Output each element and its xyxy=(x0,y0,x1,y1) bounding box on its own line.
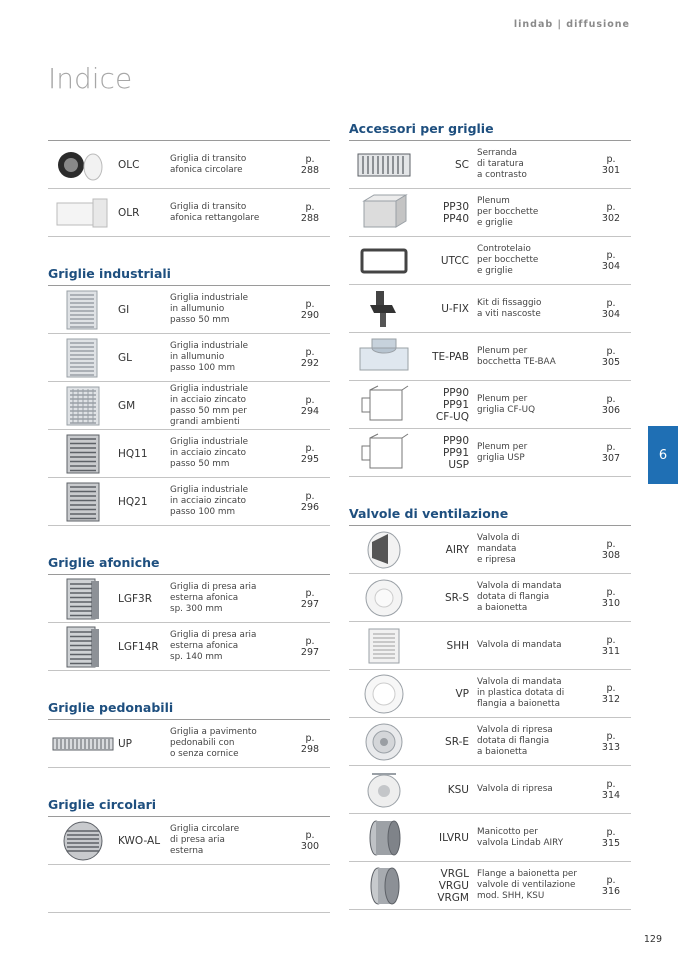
product-description xyxy=(477,442,591,464)
right-column xyxy=(349,118,631,910)
page-prefix: p. xyxy=(606,249,616,261)
page-value: 314 xyxy=(601,789,621,801)
page-reference[interactable] xyxy=(290,733,330,755)
product-code: AIRY xyxy=(445,543,469,556)
index-row[interactable] xyxy=(349,189,631,237)
mesh-grille-icon xyxy=(48,382,118,429)
description-line: di taratura xyxy=(477,159,524,169)
page-reference[interactable] xyxy=(290,636,330,658)
plastic-valve-icon xyxy=(349,670,419,717)
description-line: Griglia di presa aria xyxy=(170,630,257,640)
description-line: e ripresa xyxy=(477,555,516,565)
round-mesh-grille-icon xyxy=(48,817,118,864)
page-value: 316 xyxy=(601,885,621,897)
rectangular-grille-icon xyxy=(48,189,118,236)
product-description xyxy=(477,244,591,277)
plenum-box-icon xyxy=(349,189,419,236)
product-description xyxy=(477,869,591,902)
description-line: in allumunio xyxy=(170,352,225,362)
index-row[interactable] xyxy=(349,622,631,670)
description-line: a baionetta xyxy=(477,603,528,613)
product-code: GL xyxy=(118,351,132,364)
page-prefix: p. xyxy=(606,345,616,357)
product-description xyxy=(170,341,290,374)
index-row[interactable] xyxy=(48,334,330,382)
page-prefix: p. xyxy=(305,346,315,358)
section-list xyxy=(349,140,631,477)
product-code: HQ11 xyxy=(118,447,148,460)
page-prefix: p. xyxy=(305,490,315,502)
product-code: HQ21 xyxy=(118,495,148,508)
product-description xyxy=(170,437,290,470)
description-line: bocchetta TE-BAA xyxy=(477,356,556,367)
product-code: OLR xyxy=(118,206,140,219)
description-line: Plenum per xyxy=(477,441,528,452)
page-reference[interactable] xyxy=(591,587,631,609)
page-reference[interactable] xyxy=(290,395,330,417)
page-prefix: p. xyxy=(606,826,616,838)
product-description xyxy=(477,677,591,710)
description-line: e griglie xyxy=(477,218,513,228)
product-description xyxy=(170,154,290,176)
page-reference[interactable] xyxy=(591,779,631,801)
product-code: VP xyxy=(455,687,469,700)
product-code: PP90 PP91 USP xyxy=(442,434,469,471)
acoustic-grille-icon xyxy=(48,623,118,670)
product-code: SR-S xyxy=(445,591,469,604)
page-prefix: p. xyxy=(606,874,616,886)
description-line: Plenum per xyxy=(477,393,528,404)
description-line: flangia a baionetta xyxy=(477,699,560,709)
empty-slot xyxy=(48,865,118,912)
description-line: Valvola di mandata xyxy=(477,581,562,591)
product-description xyxy=(477,533,591,566)
page-value: 288 xyxy=(300,212,320,224)
index-row[interactable] xyxy=(48,286,330,334)
product-description xyxy=(170,485,290,518)
description-line: Plenum xyxy=(477,196,510,206)
product-code: KWO-AL xyxy=(118,834,161,847)
page-prefix: p. xyxy=(606,393,616,405)
product-description xyxy=(477,394,591,416)
page-reference[interactable] xyxy=(591,683,631,705)
description-line: esterna afonica xyxy=(170,641,239,651)
description-line: Griglia di transito xyxy=(170,153,247,164)
page-value: 306 xyxy=(601,404,621,416)
product-code: LGF3R xyxy=(118,592,153,605)
description-line: valvola Lindab AIRY xyxy=(477,837,564,848)
page-prefix: p. xyxy=(606,538,616,550)
page-value: 296 xyxy=(300,501,320,513)
damper-icon xyxy=(349,141,419,188)
product-description xyxy=(477,581,591,614)
page-value: 311 xyxy=(601,645,621,657)
louver-grille-icon xyxy=(48,286,118,333)
page-reference[interactable] xyxy=(591,442,631,464)
description-line: in plastica dotata di xyxy=(477,688,565,698)
page-prefix: p. xyxy=(606,153,616,165)
page-value: 290 xyxy=(300,309,320,321)
page-reference[interactable] xyxy=(591,394,631,416)
extract-valve-icon xyxy=(349,718,419,765)
description-line: in acciaio zincato xyxy=(170,448,247,458)
description-line: afonica rettangolare xyxy=(170,212,260,223)
description-line: pedonabili con xyxy=(170,738,235,748)
description-line: Griglia di transito xyxy=(170,201,247,212)
description-line: Griglia industriale xyxy=(170,485,249,495)
page-prefix: p. xyxy=(606,682,616,694)
page-prefix: p. xyxy=(606,778,616,790)
page-reference[interactable] xyxy=(591,250,631,272)
product-description xyxy=(170,384,290,428)
description-line: passo 100 mm xyxy=(170,507,236,517)
description-line: di presa aria xyxy=(170,835,225,845)
product-description xyxy=(477,827,591,849)
index-row[interactable] xyxy=(349,141,631,189)
page-prefix: p. xyxy=(305,587,315,599)
description-line: Valvola di ripresa xyxy=(477,784,553,794)
product-code: GM xyxy=(118,399,136,412)
index-row[interactable] xyxy=(48,189,330,237)
product-code: PP90 PP91 CF-UQ xyxy=(435,386,469,423)
index-row[interactable] xyxy=(349,574,631,622)
product-description xyxy=(477,725,591,758)
fixing-kit-icon xyxy=(349,285,419,332)
description-line: passo 100 mm xyxy=(170,363,236,373)
product-code: GI xyxy=(118,303,130,316)
page-prefix: p. xyxy=(305,635,315,647)
index-row[interactable] xyxy=(48,382,330,430)
index-row[interactable] xyxy=(48,478,330,526)
page-reference[interactable] xyxy=(290,299,330,321)
page-value: 310 xyxy=(601,597,621,609)
product-code: SHH xyxy=(446,639,469,652)
product-code: TE-PAB xyxy=(432,350,469,363)
product-description xyxy=(170,824,290,857)
section-spacer xyxy=(48,768,330,794)
description-line: per bocchette xyxy=(477,255,539,265)
description-line: griglia USP xyxy=(477,452,525,463)
description-line: in allumunio xyxy=(170,304,225,314)
page-reference[interactable] xyxy=(591,202,631,224)
description-line: Valvola di ripresa xyxy=(477,725,553,735)
description-line: mod. SHH, KSU xyxy=(477,891,545,901)
page-value: 300 xyxy=(300,840,320,852)
section-list xyxy=(48,140,330,237)
index-row xyxy=(48,865,330,913)
page-reference[interactable] xyxy=(591,154,631,176)
product-code: KSU xyxy=(447,783,469,796)
description-line: Flange a baionetta per xyxy=(477,869,577,879)
description-line: valvole di ventilazione xyxy=(477,880,576,890)
description-line: passo 50 mm xyxy=(170,459,230,469)
description-line: grandi ambienti xyxy=(170,416,240,427)
index-row[interactable] xyxy=(349,814,631,862)
section-list xyxy=(48,574,330,671)
description-line: o senza cornice xyxy=(170,749,239,759)
product-code: LGF14R xyxy=(118,640,159,653)
description-line: in acciaio zincato xyxy=(170,394,247,405)
page-reference[interactable] xyxy=(290,202,330,224)
section-title: Griglie circolari xyxy=(48,797,157,812)
index-row[interactable] xyxy=(48,575,330,623)
page-prefix: p. xyxy=(305,732,315,744)
page-reference[interactable] xyxy=(290,588,330,610)
description-line: esterna xyxy=(170,846,204,856)
index-row[interactable] xyxy=(349,237,631,285)
chapter-tab[interactable]: 6 xyxy=(648,426,678,484)
description-line: Griglia di presa aria xyxy=(170,582,257,592)
plenum-outline-icon xyxy=(349,381,419,428)
description-line: passo 50 mm xyxy=(170,315,230,325)
page-value: 288 xyxy=(300,164,320,176)
page-title: Indice xyxy=(48,62,133,95)
description-line: Griglia industriale xyxy=(170,341,249,351)
page-reference[interactable] xyxy=(290,443,330,465)
description-line: mandata xyxy=(477,544,517,554)
description-line: Valvola di mandata xyxy=(477,640,562,650)
ksu-valve-icon xyxy=(349,766,419,813)
index-row[interactable] xyxy=(48,141,330,189)
index-row[interactable] xyxy=(48,623,330,671)
page-value: 295 xyxy=(300,453,320,465)
page-reference[interactable] xyxy=(591,298,631,320)
page-value: 297 xyxy=(300,646,320,658)
section-spacer xyxy=(349,477,631,503)
page-reference[interactable] xyxy=(591,875,631,897)
product-code: UTCC xyxy=(440,254,469,267)
product-description xyxy=(170,293,290,326)
section-title: Accessori per griglie xyxy=(349,121,494,136)
page-reference[interactable] xyxy=(591,539,631,561)
description-line: dotata di flangia xyxy=(477,736,550,746)
page-value: 304 xyxy=(601,308,621,320)
description-line: Valvola di mandata xyxy=(477,677,562,687)
product-description xyxy=(477,298,591,320)
louver-grille-icon xyxy=(48,334,118,381)
description-line: Griglia a pavimento xyxy=(170,727,257,737)
product-description xyxy=(170,582,290,615)
page-prefix: p. xyxy=(606,730,616,742)
product-code: ILVRU xyxy=(439,831,469,844)
page-value: 301 xyxy=(601,164,621,176)
page-value: 297 xyxy=(300,598,320,610)
section-list xyxy=(349,525,631,910)
product-code: OLC xyxy=(118,158,140,171)
product-code: UP xyxy=(118,737,133,750)
acoustic-grille-icon xyxy=(48,575,118,622)
page-reference[interactable] xyxy=(591,635,631,657)
airy-valve-icon xyxy=(349,526,419,573)
product-description xyxy=(170,630,290,663)
brand-header: lindab | diffusione xyxy=(513,19,630,30)
description-line: Griglia circolare xyxy=(170,824,240,834)
description-line: esterna afonica xyxy=(170,593,239,603)
product-description xyxy=(477,346,591,368)
page-prefix: p. xyxy=(606,586,616,598)
description-line: e griglie xyxy=(477,266,513,276)
description-line: Griglia industriale xyxy=(170,437,249,447)
page-value: 302 xyxy=(601,212,621,224)
section-list xyxy=(48,719,330,768)
page-prefix: p. xyxy=(606,634,616,646)
product-description xyxy=(477,784,591,795)
index-row[interactable] xyxy=(48,720,330,768)
page-prefix: p. xyxy=(305,829,315,841)
page-prefix: p. xyxy=(606,297,616,309)
description-line: afonica circolare xyxy=(170,164,243,175)
page-value: 313 xyxy=(601,741,621,753)
description-line: a contrasto xyxy=(477,170,527,180)
product-description xyxy=(477,640,591,651)
page-prefix: p. xyxy=(305,298,315,310)
index-row[interactable] xyxy=(349,766,631,814)
description-line: Griglia industriale xyxy=(170,383,249,394)
product-code: PP30 PP40 xyxy=(442,200,469,225)
index-row[interactable] xyxy=(349,333,631,381)
page-value: 315 xyxy=(601,837,621,849)
index-row[interactable] xyxy=(349,285,631,333)
description-line: sp. 140 mm xyxy=(170,652,223,662)
product-description xyxy=(477,148,591,181)
index-row[interactable] xyxy=(48,430,330,478)
page-reference[interactable] xyxy=(290,491,330,513)
index-row[interactable] xyxy=(349,381,631,429)
plenum-round-icon xyxy=(349,333,419,380)
page-reference[interactable] xyxy=(591,827,631,849)
description-line: a viti nascoste xyxy=(477,308,541,319)
round-valve-icon xyxy=(349,574,419,621)
description-line: Kit di fissaggio xyxy=(477,297,542,308)
description-line: Serranda xyxy=(477,148,518,158)
description-line: Manicotto per xyxy=(477,826,538,837)
sleeve-icon xyxy=(349,814,419,861)
circular-grille-icon xyxy=(48,141,118,188)
description-line: Valvola di xyxy=(477,533,520,543)
index-row[interactable] xyxy=(349,526,631,574)
page-value: 304 xyxy=(601,260,621,272)
floor-grille-icon xyxy=(48,720,118,767)
page-value: 308 xyxy=(601,549,621,561)
page-value: 294 xyxy=(300,405,320,417)
page-reference[interactable] xyxy=(290,347,330,369)
product-code: VRGL VRGU VRGM xyxy=(437,867,469,904)
section-title: Griglie pedonabili xyxy=(48,700,174,715)
description-line: Controtelaio xyxy=(477,244,531,254)
product-description xyxy=(170,727,290,760)
page-prefix: p. xyxy=(606,441,616,453)
square-valve-icon xyxy=(349,622,419,669)
product-code: SR-E xyxy=(445,735,469,748)
page-prefix: p. xyxy=(305,442,315,454)
section-list xyxy=(48,816,330,913)
description-line: in acciaio zincato xyxy=(170,496,247,506)
section-spacer xyxy=(48,237,330,263)
description-line: dotata di flangia xyxy=(477,592,550,602)
dark-louver-grille-icon xyxy=(48,478,118,525)
index-row[interactable] xyxy=(349,429,631,477)
product-description xyxy=(477,196,591,229)
flange-icon xyxy=(349,862,419,909)
product-code: U-FIX xyxy=(441,302,469,315)
page-prefix: p. xyxy=(606,201,616,213)
index-row[interactable] xyxy=(349,718,631,766)
page-reference[interactable] xyxy=(290,154,330,176)
product-code: SC xyxy=(455,158,469,171)
page-value: 292 xyxy=(300,357,320,369)
section-list xyxy=(48,285,330,526)
section-title: Valvole di ventilazione xyxy=(349,506,509,521)
index-row[interactable] xyxy=(48,817,330,865)
description-line: a baionetta xyxy=(477,747,528,757)
page-reference[interactable] xyxy=(290,830,330,852)
plenum-outline-icon xyxy=(349,429,419,476)
page-reference[interactable] xyxy=(591,346,631,368)
description-line: griglia CF-UQ xyxy=(477,404,536,415)
page-prefix: p. xyxy=(305,201,315,213)
page-prefix: p. xyxy=(305,394,315,406)
section-spacer xyxy=(48,526,330,552)
page-prefix: p. xyxy=(305,153,315,165)
page-number: 129 xyxy=(643,934,662,945)
left-column xyxy=(48,140,330,913)
section-title: Griglie afoniche xyxy=(48,555,160,570)
page-value: 305 xyxy=(601,356,621,368)
description-line: sp. 300 mm xyxy=(170,604,223,614)
section-title: Griglie industriali xyxy=(48,266,171,281)
description-line: passo 50 mm per xyxy=(170,405,247,416)
page-value: 307 xyxy=(601,452,621,464)
page-value: 298 xyxy=(300,743,320,755)
page-reference[interactable] xyxy=(591,731,631,753)
frame-icon xyxy=(349,237,419,284)
index-row[interactable] xyxy=(349,862,631,910)
description-line: Plenum per xyxy=(477,345,528,356)
description-line: per bocchette xyxy=(477,207,539,217)
product-description xyxy=(170,202,290,224)
index-row[interactable] xyxy=(349,670,631,718)
page-value: 312 xyxy=(601,693,621,705)
section-spacer xyxy=(48,671,330,697)
description-line: Griglia industriale xyxy=(170,293,249,303)
dark-louver-grille-icon xyxy=(48,430,118,477)
